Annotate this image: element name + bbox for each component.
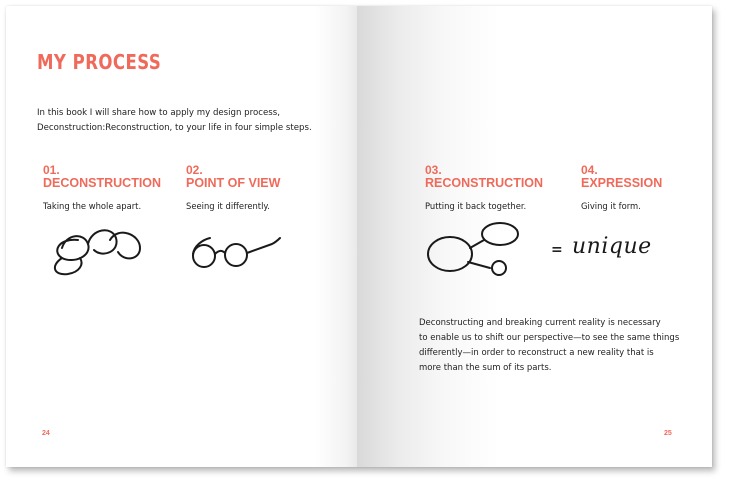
step-4-name: EXPRESSION [581,176,663,190]
step-2-name: POINT OF VIEW [186,176,281,190]
step-2-description: Seeing it differently. [186,201,270,211]
body-line-1: Deconstructing and breaking current reality is necessary [419,318,661,328]
eyeglasses-icon [188,234,284,270]
step-1-number: 01. [43,163,60,177]
step-4-description: Giving it form. [581,201,641,211]
page-title: MY PROCESS [37,50,162,74]
unique-script: unique [572,234,652,259]
step-1-description: Taking the whole apart. [43,201,142,211]
step-3-number: 03. [425,163,442,177]
connected-shapes-icon [424,220,524,282]
right-page-number: 25 [664,430,672,437]
intro-text [37,106,327,136]
step-3-description: Putting it back together. [425,201,527,211]
right-page [357,6,712,467]
body-line-3: differently—in order to reconstruct a new reality that is [419,348,654,358]
intro-line-2: Deconstruction:Reconstruction, to your life in four simple steps. [37,123,312,133]
left-page-number: 24 [42,430,50,437]
tangled-loops-icon [48,220,148,280]
step-3-name: RECONSTRUCTION [425,176,544,190]
step-4-number: 04. [581,163,598,177]
step-1-name: DECONSTRUCTION [43,176,162,190]
body-line-2: to enable us to shift our perspective—to see the same things [419,333,680,343]
step-2-number: 02. [186,163,203,177]
equals-sign: = [551,242,563,258]
body-line-4: more than the sum of its parts. [419,363,552,373]
body-paragraph [419,316,689,376]
intro-line-1: In this book I will share how to apply my design process, [37,108,280,118]
